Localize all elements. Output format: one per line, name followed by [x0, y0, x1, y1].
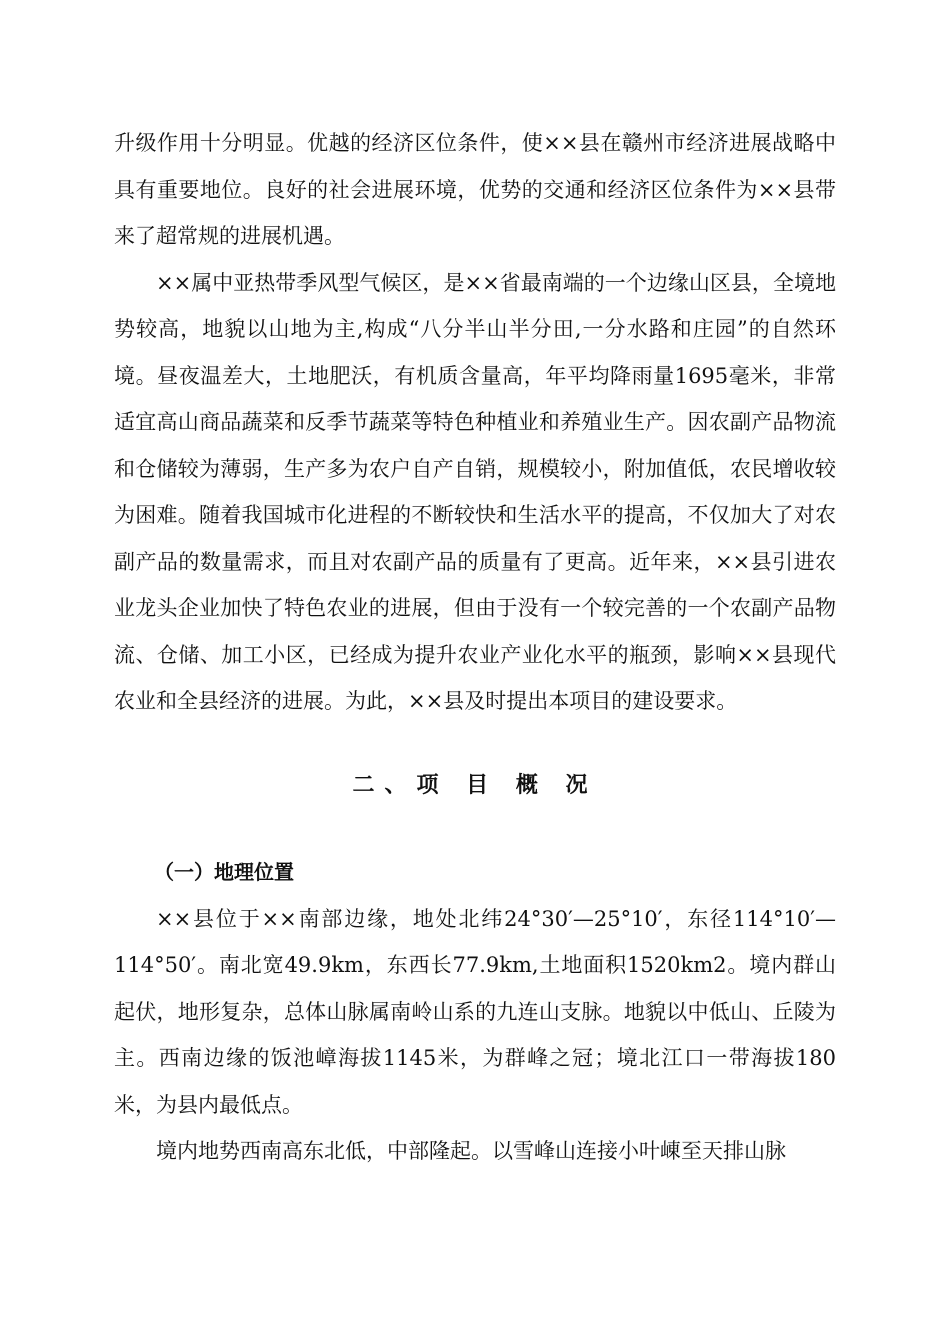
paragraph-terrain: 境内地势西南高东北低，中部隆起。以雪峰山连接小叶崠至天排山脉 — [156, 1139, 786, 1163]
document-body — [114, 120, 836, 1175]
subsection-heading: （一）地理位置 — [154, 860, 294, 884]
paragraph-climate: ××属中亚热带季风型气候区，是××省最南端的一个边缘山区县，全境地势较高，地貌以山地为主,构成“八分半山半分田,一分水路和庄园”的自然环境。昼夜温差大，土地肥沃，有机质含量高，年平均降雨量1695毫米，非常适宜高山商品蔬菜和反季节蔬菜等特色种植业和养殖业生产。因农副产品物流和仓储较为薄弱，生产多为农户自产自销，规模较小，附加值低，农民增收较为困难。随着我国城市化进程的不断较快和生活水平的提高，不仅加大了对农副产品的数量需求，而且对农副产品的质量有了更高。近年来，××县引进农业龙头企业加快了特色农业的进展，但由于没有一个较完善的一个农副产品物流、仓储、加工小区，已经成为提升农业产业化水平的瓶颈，影响××县现代农业和全县经济的进展。为此，××县及时提出本项目的建设要求。 — [114, 270, 836, 713]
paragraph-continuation: 升级作用十分明显。优越的经济区位条件，使××县在赣州市经济进展战略中具有重要地位。良好的社会进展环境，优势的交通和经济区位条件为××县带来了超常规的进展机遇。 — [114, 131, 836, 248]
section-heading: 二、项 目 概 况 — [352, 772, 598, 798]
paragraph-location: ××县位于××南部边缘，地处北纬24°30′—25°10′，东径114°10′—114°50′。南北宽49.9km，东西长77.9km,土地面积1520km2。境内群山起伏，地形复杂，总体山脉属南岭山系的九连山支脉。地貌以中低山、丘陵为主。西南边缘的饭池嶂海拔1145米，为群峰之冠；境北江口一带海拔180米，为县内最低点。 — [114, 906, 836, 1117]
